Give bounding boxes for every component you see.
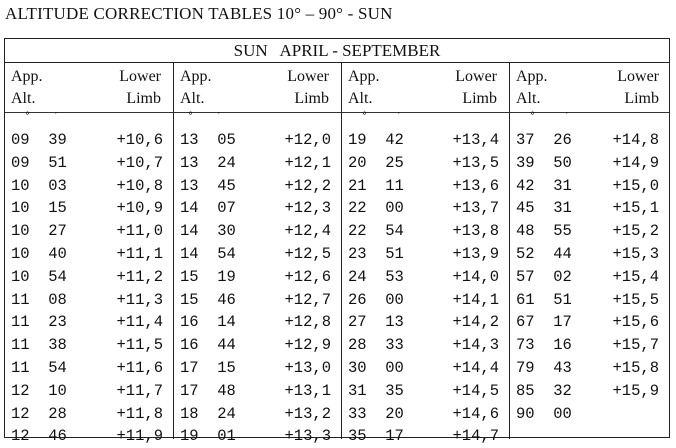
lower-limb-correction-value: +11,8 bbox=[116, 404, 163, 423]
table-row bbox=[5, 197, 173, 220]
table-row bbox=[5, 403, 173, 426]
table-row bbox=[5, 380, 173, 403]
lower-limb-correction-value: +10,8 bbox=[116, 176, 163, 195]
table-row bbox=[5, 266, 173, 289]
table-row bbox=[174, 311, 341, 334]
apparent-altitude-value: 12 10 bbox=[11, 381, 67, 400]
apparent-altitude-value: 11 38 bbox=[11, 336, 67, 355]
table-row bbox=[510, 152, 669, 175]
apparent-altitude-value: 18 24 bbox=[180, 404, 236, 423]
table-row bbox=[342, 425, 509, 448]
apparent-altitude-value: 61 51 bbox=[516, 290, 572, 309]
table-row bbox=[510, 311, 669, 334]
lower-limb-correction-value: +13,2 bbox=[284, 404, 331, 423]
apparent-altitude-value: 11 08 bbox=[11, 290, 67, 309]
lower-limb-header-line2: Limb bbox=[624, 90, 659, 107]
apparent-altitude-value: 12 46 bbox=[11, 427, 67, 446]
table-row bbox=[174, 266, 341, 289]
apparent-altitude-value: 22 00 bbox=[348, 199, 404, 218]
table-row bbox=[5, 334, 173, 357]
lower-limb-correction-value: +15,9 bbox=[612, 381, 659, 400]
lower-limb-correction-value: +14,3 bbox=[452, 336, 499, 355]
apparent-altitude-value: 90 00 bbox=[516, 404, 572, 423]
table-row bbox=[5, 129, 173, 152]
lower-limb-correction-value: +13,7 bbox=[452, 199, 499, 218]
table-row bbox=[342, 357, 509, 380]
apparent-altitude-value: 15 19 bbox=[180, 267, 236, 286]
lower-limb-correction-value: +14,4 bbox=[452, 358, 499, 377]
lower-limb-correction-value: +12,9 bbox=[284, 336, 331, 355]
apparent-altitude-value: 17 48 bbox=[180, 381, 236, 400]
lower-limb-correction-value: +13,8 bbox=[452, 222, 499, 241]
apparent-altitude-value: 31 35 bbox=[348, 381, 404, 400]
table-row bbox=[174, 129, 341, 152]
apparent-altitude-value: 13 24 bbox=[180, 153, 236, 172]
apparent-altitude-value: 19 42 bbox=[348, 131, 404, 149]
lower-limb-header-line1: Lower bbox=[119, 68, 161, 85]
minute-symbol: ′ bbox=[218, 111, 221, 122]
lower-limb-correction-value: +13,1 bbox=[284, 381, 331, 400]
lower-limb-correction-value: +15,6 bbox=[612, 313, 659, 332]
table-row bbox=[174, 425, 341, 448]
table-row bbox=[174, 289, 341, 312]
lower-limb-correction-value: +13,4 bbox=[452, 131, 499, 149]
lower-limb-correction-value: +14,6 bbox=[452, 404, 499, 423]
apparent-altitude-value: 26 00 bbox=[348, 290, 404, 309]
table-row bbox=[510, 220, 669, 243]
header-rule bbox=[5, 112, 173, 113]
app-alt-header-line2: Alt. bbox=[516, 90, 541, 107]
table-row bbox=[174, 152, 341, 175]
table-row bbox=[342, 175, 509, 198]
table-column-1 bbox=[5, 63, 173, 446]
table-row bbox=[5, 175, 173, 198]
lower-limb-correction-value: +14,7 bbox=[452, 427, 499, 446]
table-row bbox=[510, 197, 669, 220]
lower-limb-correction-value: +12,1 bbox=[284, 153, 331, 172]
table-row bbox=[342, 380, 509, 403]
table-row bbox=[342, 334, 509, 357]
apparent-altitude-value: 16 44 bbox=[180, 336, 236, 355]
degree-symbol: ° bbox=[188, 111, 193, 122]
lower-limb-correction-value: +15,7 bbox=[612, 336, 659, 355]
header-rule bbox=[174, 112, 341, 113]
table-row bbox=[510, 289, 669, 312]
lower-limb-correction-value: +13,5 bbox=[452, 153, 499, 172]
table-row bbox=[174, 243, 341, 266]
table-row bbox=[342, 403, 509, 426]
apparent-altitude-value: 57 02 bbox=[516, 267, 572, 286]
lower-limb-correction-value: +10,9 bbox=[116, 199, 163, 218]
apparent-altitude-value: 21 11 bbox=[348, 176, 404, 195]
table-row bbox=[342, 266, 509, 289]
minute-symbol: ′ bbox=[55, 111, 58, 122]
lower-limb-correction-value: +11,3 bbox=[116, 290, 163, 309]
lower-limb-correction-value: +11,7 bbox=[116, 381, 163, 400]
lower-limb-correction-value: +12,4 bbox=[284, 222, 331, 241]
table-row bbox=[342, 152, 509, 175]
lower-limb-correction-value: +11,0 bbox=[116, 222, 163, 241]
column-rows bbox=[342, 129, 509, 448]
table-row bbox=[174, 175, 341, 198]
apparent-altitude-value: 20 25 bbox=[348, 153, 404, 172]
apparent-altitude-value: 12 28 bbox=[11, 404, 67, 423]
apparent-altitude-value: 39 50 bbox=[516, 153, 572, 172]
table-row bbox=[174, 197, 341, 220]
degree-symbol: ° bbox=[25, 111, 30, 122]
lower-limb-correction-value: +11,6 bbox=[116, 358, 163, 377]
lower-limb-correction-value: +14,1 bbox=[452, 290, 499, 309]
apparent-altitude-value: 10 15 bbox=[11, 199, 67, 218]
lower-limb-correction-value: +14,5 bbox=[452, 381, 499, 400]
apparent-altitude-value: 17 15 bbox=[180, 358, 236, 377]
lower-limb-correction-value: +10,6 bbox=[116, 131, 163, 149]
lower-limb-correction-value: +15,0 bbox=[612, 176, 659, 195]
lower-limb-correction-value: +13,3 bbox=[284, 427, 331, 446]
lower-limb-correction-value: +15,4 bbox=[612, 267, 659, 286]
lower-limb-correction-value: +15,2 bbox=[612, 222, 659, 241]
lower-limb-correction-value: +12,5 bbox=[284, 244, 331, 263]
apparent-altitude-value: 73 16 bbox=[516, 336, 572, 355]
apparent-altitude-value: 67 17 bbox=[516, 313, 572, 332]
app-alt-header-line2: Alt. bbox=[348, 90, 373, 107]
lower-limb-correction-value: +14,2 bbox=[452, 313, 499, 332]
lower-limb-correction-value: +13,0 bbox=[284, 358, 331, 377]
apparent-altitude-value: 10 03 bbox=[11, 176, 67, 195]
table-row bbox=[5, 289, 173, 312]
lower-limb-correction-value: +10,7 bbox=[116, 153, 163, 172]
lower-limb-correction-value: +12,2 bbox=[284, 176, 331, 195]
degree-symbol: ° bbox=[362, 111, 367, 122]
apparent-altitude-value: 37 26 bbox=[516, 131, 572, 149]
table-row bbox=[342, 311, 509, 334]
lower-limb-header-line2: Limb bbox=[462, 90, 497, 107]
table-row bbox=[174, 357, 341, 380]
app-alt-header-line2: Alt. bbox=[180, 90, 205, 107]
apparent-altitude-value: 10 27 bbox=[11, 222, 67, 241]
lower-limb-correction-value: +11,1 bbox=[116, 244, 163, 263]
apparent-altitude-value: 23 51 bbox=[348, 244, 404, 263]
table-row bbox=[5, 311, 173, 334]
apparent-altitude-value: 30 00 bbox=[348, 358, 404, 377]
apparent-altitude-value: 48 55 bbox=[516, 222, 572, 241]
lower-limb-correction-value: +12,7 bbox=[284, 290, 331, 309]
table-row bbox=[174, 403, 341, 426]
lower-limb-correction-value: +12,3 bbox=[284, 199, 331, 218]
lower-limb-correction-value: +13,9 bbox=[452, 244, 499, 263]
table-row bbox=[5, 243, 173, 266]
table-row bbox=[5, 152, 173, 175]
apparent-altitude-value: 19 01 bbox=[180, 427, 236, 446]
apparent-altitude-value: 09 39 bbox=[11, 131, 67, 149]
header-rule bbox=[342, 112, 509, 113]
table-row bbox=[5, 425, 173, 448]
lower-limb-correction-value: +14,8 bbox=[612, 131, 659, 149]
apparent-altitude-value: 45 31 bbox=[516, 199, 572, 218]
table-row bbox=[342, 289, 509, 312]
table-row bbox=[510, 403, 669, 426]
altitude-correction-table bbox=[4, 38, 670, 446]
table-row bbox=[5, 357, 173, 380]
lower-limb-header-line1: Lower bbox=[287, 68, 329, 85]
apparent-altitude-value: 28 33 bbox=[348, 336, 404, 355]
table-title: SUN APRIL - SEPTEMBER bbox=[5, 39, 669, 63]
table-row bbox=[510, 357, 669, 380]
table-row bbox=[510, 266, 669, 289]
apparent-altitude-value: 13 05 bbox=[180, 131, 236, 149]
table-row bbox=[342, 129, 509, 152]
lower-limb-correction-value: +11,9 bbox=[116, 427, 163, 446]
column-rows bbox=[510, 129, 669, 425]
table-row bbox=[174, 380, 341, 403]
lower-limb-correction-value: +11,4 bbox=[116, 313, 163, 332]
table-column-3 bbox=[341, 63, 509, 446]
app-alt-header-line1: App. bbox=[516, 68, 548, 85]
apparent-altitude-value: 27 13 bbox=[348, 313, 404, 332]
table-row bbox=[510, 129, 669, 152]
lower-limb-correction-value: +14,0 bbox=[452, 267, 499, 286]
apparent-altitude-value: 11 23 bbox=[11, 313, 67, 332]
table-row bbox=[510, 175, 669, 198]
lower-limb-header-line2: Limb bbox=[126, 90, 161, 107]
apparent-altitude-value: 42 31 bbox=[516, 176, 572, 195]
table-row bbox=[342, 220, 509, 243]
apparent-altitude-value: 10 54 bbox=[11, 267, 67, 286]
apparent-altitude-value: 10 40 bbox=[11, 244, 67, 263]
lower-limb-header-line2: Limb bbox=[294, 90, 329, 107]
page-title: ALTITUDE CORRECTION TABLES 10° – 90° - SUN bbox=[5, 4, 393, 23]
table-row bbox=[174, 334, 341, 357]
table-row bbox=[510, 334, 669, 357]
app-alt-header-line1: App. bbox=[11, 68, 43, 85]
app-alt-header-line1: App. bbox=[348, 68, 380, 85]
lower-limb-correction-value: +11,2 bbox=[116, 267, 163, 286]
lower-limb-correction-value: +15,8 bbox=[612, 358, 659, 377]
apparent-altitude-value: 14 30 bbox=[180, 222, 236, 241]
lower-limb-correction-value: +12,8 bbox=[284, 313, 331, 332]
lower-limb-correction-value: +11,5 bbox=[116, 336, 163, 355]
lower-limb-header-line1: Lower bbox=[455, 68, 497, 85]
table-row bbox=[5, 220, 173, 243]
table-row bbox=[510, 380, 669, 403]
apparent-altitude-value: 14 07 bbox=[180, 199, 236, 218]
apparent-altitude-value: 79 43 bbox=[516, 358, 572, 377]
table-row bbox=[174, 220, 341, 243]
apparent-altitude-value: 16 14 bbox=[180, 313, 236, 332]
column-rows bbox=[5, 129, 173, 448]
table-column-2 bbox=[173, 63, 341, 446]
app-alt-header-line1: App. bbox=[180, 68, 212, 85]
app-alt-header-line2: Alt. bbox=[11, 90, 36, 107]
table-row bbox=[510, 243, 669, 266]
apparent-altitude-value: 33 20 bbox=[348, 404, 404, 423]
apparent-altitude-value: 85 32 bbox=[516, 381, 572, 400]
column-rows bbox=[174, 129, 341, 448]
table-row bbox=[342, 197, 509, 220]
lower-limb-correction-value: +14,9 bbox=[612, 153, 659, 172]
degree-symbol: ° bbox=[530, 111, 535, 122]
apparent-altitude-value: 35 17 bbox=[348, 427, 404, 446]
apparent-altitude-value: 52 44 bbox=[516, 244, 572, 263]
apparent-altitude-value: 09 51 bbox=[11, 153, 67, 172]
apparent-altitude-value: 14 54 bbox=[180, 244, 236, 263]
minute-symbol: ′ bbox=[398, 111, 401, 122]
table-column-4 bbox=[509, 63, 669, 439]
lower-limb-correction-value: +15,5 bbox=[612, 290, 659, 309]
minute-symbol: ′ bbox=[566, 111, 569, 122]
lower-limb-header-line1: Lower bbox=[617, 68, 659, 85]
lower-limb-correction-value: +15,3 bbox=[612, 244, 659, 263]
apparent-altitude-value: 11 54 bbox=[11, 358, 67, 377]
apparent-altitude-value: 15 46 bbox=[180, 290, 236, 309]
table-row bbox=[342, 243, 509, 266]
lower-limb-correction-value: +13,6 bbox=[452, 176, 499, 195]
apparent-altitude-value: 24 53 bbox=[348, 267, 404, 286]
apparent-altitude-value: 22 54 bbox=[348, 222, 404, 241]
apparent-altitude-value: 13 45 bbox=[180, 176, 236, 195]
lower-limb-correction-value: +12,6 bbox=[284, 267, 331, 286]
lower-limb-correction-value: +15,1 bbox=[612, 199, 659, 218]
lower-limb-correction-value: +12,0 bbox=[284, 131, 331, 149]
